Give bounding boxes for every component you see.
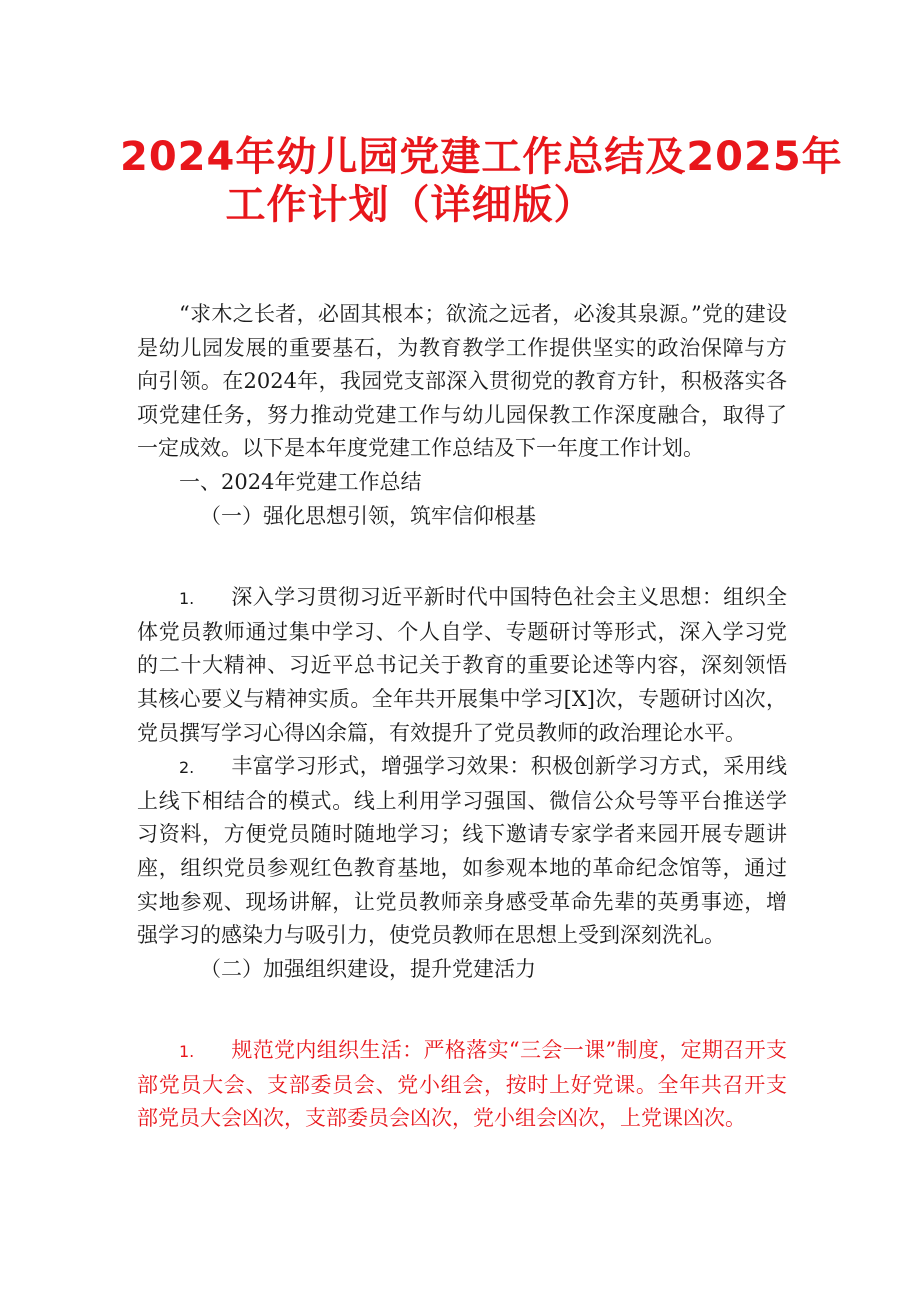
spacer — [137, 533, 787, 581]
list-item-number: 1. — [179, 1042, 195, 1062]
document-title-line-1: 2024年幼儿园党建工作总结及2025年 — [120, 134, 843, 180]
subsection-heading-1: （一）强化思想引领，筑牢信仰根基 — [200, 503, 536, 528]
subsection-heading-2: （二）加强组织建设，提升党建活力 — [200, 956, 536, 981]
list-item — [137, 581, 787, 750]
section-heading-1: 一、2024年党建工作总结 — [179, 469, 422, 494]
spacer — [137, 986, 787, 1034]
list-item — [137, 750, 787, 953]
document-body — [137, 298, 787, 1136]
list-item-highlighted — [137, 1034, 787, 1136]
list-item-text: 丰富学习形式，增强学习效果：积极创新学习方式，采用线上线下相结合的模式。线上利用学习强国、微信公众号等平台推送学习资料，方便党员随时随地学习；线下邀请专家学者来园开展专题讲座，组织党员参观红色教育基地，如参观本地的革命纪念馆等，通过实地参观、现场讲解，让党员教师亲身感受革命先辈的英勇事迹，增强学习的感染力与吸引力，使党员教师在思想上受到深刻洗礼。 — [137, 754, 787, 948]
intro-paragraph: “求木之长者，必固其根本；欲流之远者，必浚其泉源。”党的建设是幼儿园发展的重要基石，为教育教学工作提供坚实的政治保障与方向引领。在2024年，我园党支部深入贯彻党的教育方针，积极落实各项党建任务，努力推动党建工作与幼儿园保教工作深度融合，取得了一定成效。以下是本年度党建工作总结及下一年度工作计划。 — [137, 302, 787, 461]
document-title-line-2: 工作计划（详细版） — [225, 182, 595, 228]
list-item-number: 1. — [179, 589, 195, 609]
list-item-text: 深入学习贯彻习近平新时代中国特色社会主义思想：组织全体党员教师通过集中学习、个人自学、专题研讨等形式，深入学习党的二十大精神、习近平总书记关于教育的重要论述等内容，深刻领悟其核心要义与精神实质。全年共开展集中学习[X]次，专题研讨凶次，党员撰写学习心得凶余篇，有效提升了党员教师的政治理论水平。 — [137, 585, 787, 745]
list-item-number: 2. — [179, 758, 195, 778]
list-item-text: 规范党内组织生活：严格落实“三会一课”制度，定期召开支部党员大会、支部委员会、党小组会，按时上好党课。全年共召开支部党员大会凶次，支部委员会凶次，党小组会凶次，上党课凶次。 — [137, 1038, 787, 1131]
